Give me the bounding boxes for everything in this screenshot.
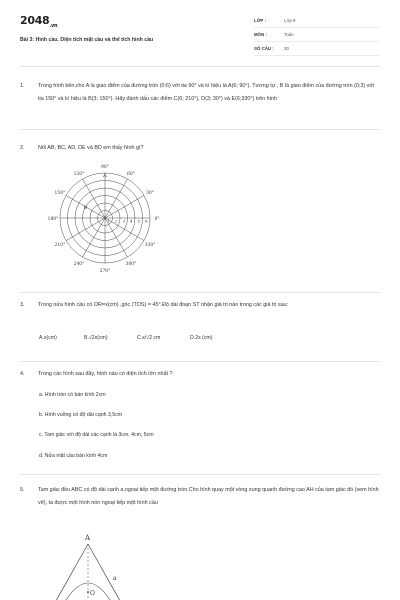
site-logo[interactable]: $2048_{.vn}$ <box>20 14 58 30</box>
question-text: Nối AB, BC, AD, DE và BD em thấy hình gì? <box>38 145 144 151</box>
class-value: Lớp 9 <box>284 18 296 23</box>
question-divider <box>20 292 380 293</box>
point-a-label: A <box>103 173 107 179</box>
header-divider <box>20 66 380 67</box>
angle-label: 330° <box>144 243 156 248</box>
angle-label: 210° <box>54 243 66 248</box>
radius-label: 4 <box>130 218 133 224</box>
polar-grid-figure <box>40 160 170 280</box>
question-count-label: SỐ CÂU : <box>254 46 274 51</box>
question-number: 5. <box>20 487 25 493</box>
question-divider <box>20 361 380 362</box>
question-count-row <box>254 44 380 56</box>
angle-label: 270° <box>99 269 111 274</box>
question-number: 1. <box>20 83 25 89</box>
lesson-title: Bài 3: Hình cầu. Diện tích mặt cầu và thể tích hình cầu <box>20 37 154 43</box>
subject-row <box>254 30 380 42</box>
polar-ray <box>105 196 144 219</box>
polar-ray <box>83 218 106 257</box>
answer-option[interactable]: d. Nửa mặt cầu bán kính 4cm <box>39 453 108 459</box>
angle-label: 60° <box>127 171 135 177</box>
answer-option[interactable]: b. Hình vuông có độ dài cạnh 3,5cm <box>39 412 123 418</box>
apex-label: A <box>85 534 91 542</box>
answer-option[interactable]: D.2x (cm) <box>190 335 213 341</box>
answer-option[interactable]: B.√2x(cm) <box>84 335 108 341</box>
question-count-value: 20 <box>284 46 289 51</box>
question-text: Trong các hình sau đây, hình nào có diện tích lớn nhất ? <box>38 371 173 377</box>
radius-label: 2 <box>115 218 118 224</box>
question-divider <box>20 474 380 475</box>
polar-ray <box>83 179 106 218</box>
radius-label: 1 <box>107 218 111 224</box>
angle-label: 120° <box>73 171 85 177</box>
side-label: a <box>113 575 117 582</box>
answer-option[interactable]: C.x/√2 cm <box>137 335 161 341</box>
subject-label: MÔN : <box>254 32 267 37</box>
question-divider <box>20 129 380 130</box>
center-label: O <box>90 590 95 597</box>
radius-label: 3 <box>122 218 126 224</box>
answer-option[interactable]: c. Tam giác với độ dài các cạnh là 3cm, 4cm, 5cm <box>39 432 154 438</box>
question-text: Trong hình bên,cho A là giao điểm của đường tròn (0;6) với tia 90° và kí hiệu là A(6; 90°). Tương tự , B là giao điểm của đường tròn (0;3) với tia 150° và kí hiệu là B(3; 150°). Hãy đánh dấu các điểm C(6; 210°), D(3; 30°) và E(6;330°) trên hình <box>38 83 375 102</box>
answer-option[interactable]: A.x(cm) <box>39 335 57 341</box>
radius-label: 5 <box>137 218 141 224</box>
cone-sphere-figure <box>40 528 150 600</box>
radius-label: 6 <box>145 218 148 224</box>
class-label: LỚP : <box>254 18 266 23</box>
angle-label: 300° <box>125 262 137 268</box>
point-b-label: B <box>83 204 88 211</box>
angle-label: 180° <box>47 217 59 222</box>
angle-label: 0° <box>154 217 160 222</box>
subject-value: Toán <box>284 32 294 37</box>
angle-label: 150° <box>54 191 66 196</box>
polar-ray <box>105 179 128 218</box>
question-text: Trong nửa hình cầu có OR=x(cm) ,góc (TOS) = 45°.Độ dài đoạn ST nhận giá trị nào trong các giá trị sau: <box>38 302 289 308</box>
class-row <box>254 16 380 28</box>
angle-label: 30° <box>146 191 155 196</box>
question-number: 2. <box>20 145 25 151</box>
answer-option[interactable]: a. Hình tròn có bán kính 2cm <box>39 392 106 398</box>
question-number: 3. <box>20 302 25 308</box>
angle-label: 90° <box>101 165 109 170</box>
polar-ray <box>66 218 105 241</box>
angle-label: 240° <box>73 262 85 268</box>
polar-ray <box>105 218 128 257</box>
question-text: Tam giác đều ABC có độ dài cạnh a,ngoại tiếp một đường tròn.Cho hình quay một vòng xung quanh đường cao AH của tam giác đó (xem hình vẽ), ta được một hình nón ngoại tiếp một hình cầu <box>38 487 379 506</box>
question-number: 4. <box>20 371 25 377</box>
